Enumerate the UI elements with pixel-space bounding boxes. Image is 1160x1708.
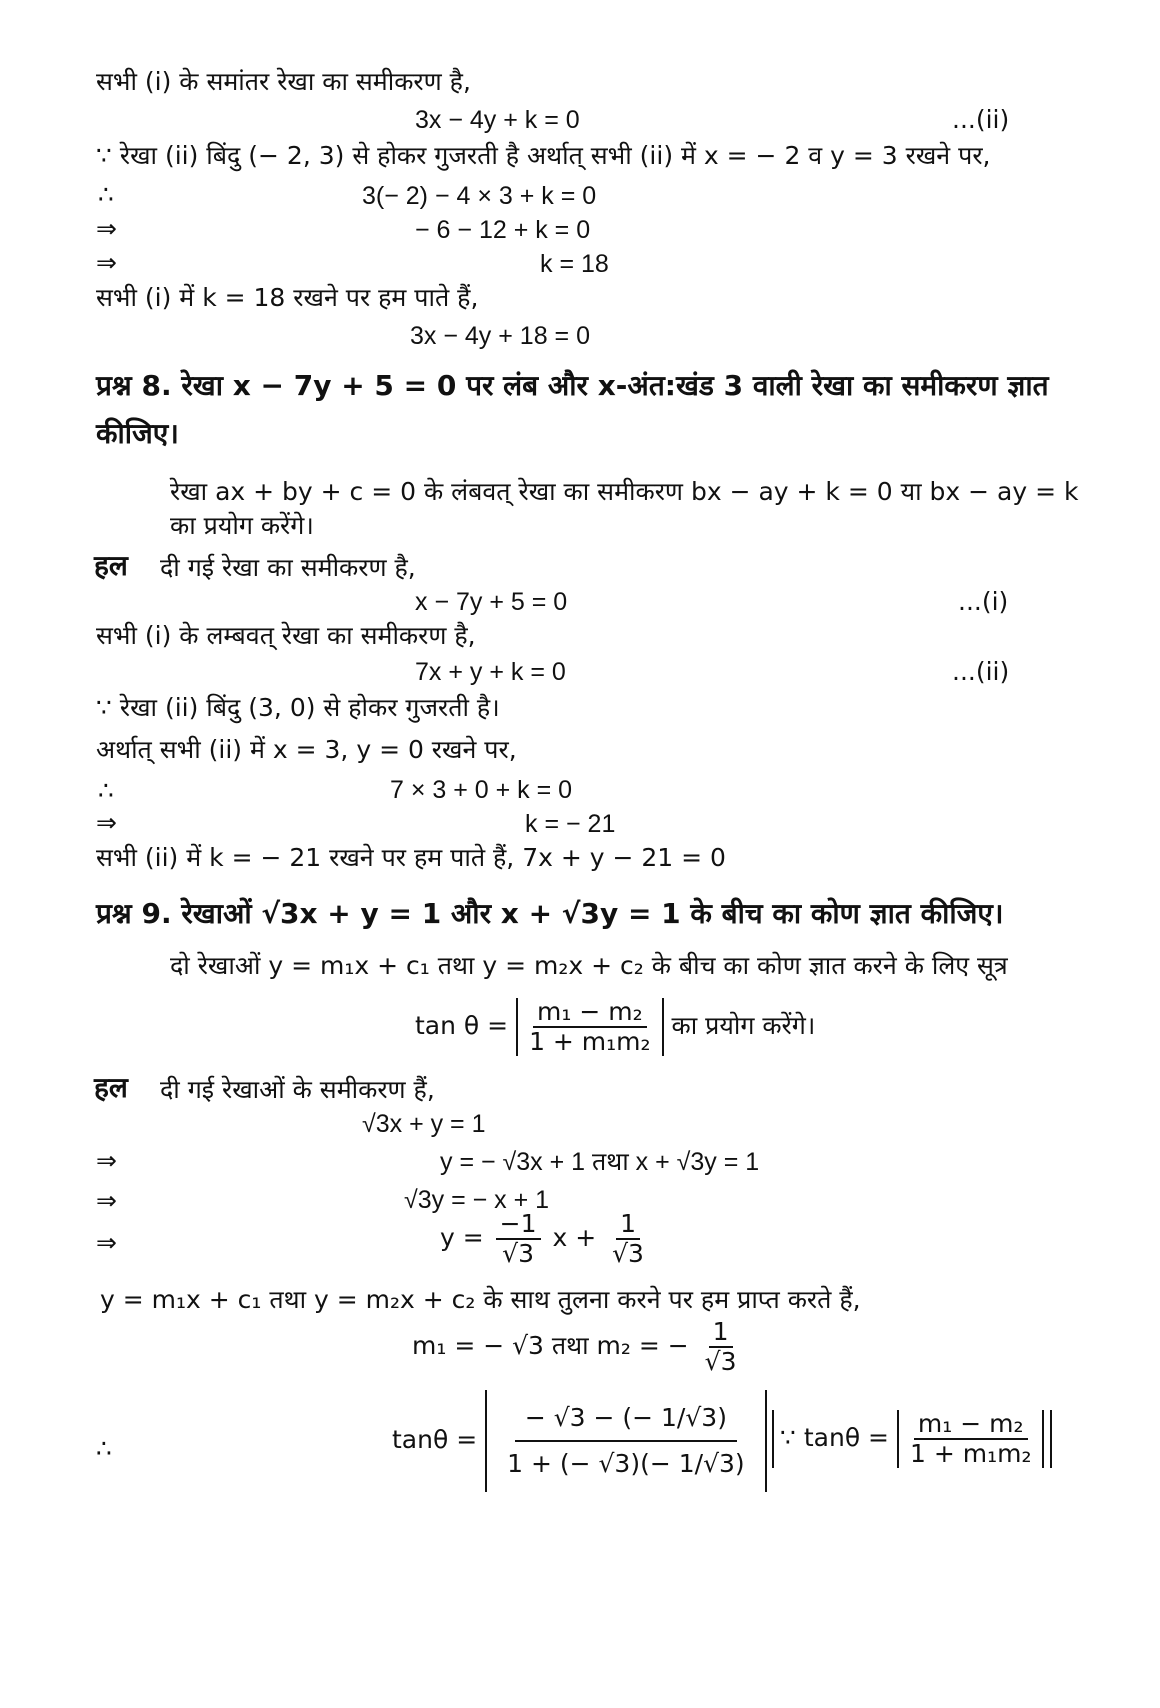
implies-symbol: ⇒: [96, 1146, 117, 1175]
eq-part: m₁ = − √3 तथा m₂ = −: [412, 1331, 689, 1360]
question-8-heading: प्रश्न 8. रेखा x − 7y + 5 = 0 पर लंब और x-अंत:खंड 3 वाली रेखा का समीकरण ज्ञात: [96, 369, 1049, 402]
hint-line: रेखा ax + by + c = 0 के लंबवत् रेखा का समीकरण bx − ay + k = 0 या bx − ay = k: [170, 477, 1079, 506]
numerator: 1: [616, 1210, 640, 1240]
numerator: m₁ − m₂: [533, 998, 647, 1028]
formula-note: का प्रयोग करेंगे।: [671, 1011, 816, 1040]
equation: k = − 21: [525, 810, 616, 838]
text-line: ∵ रेखा (ii) बिंदु (3, 0) से होकर गुजरती है।: [96, 693, 500, 722]
formula-label: ∵ tanθ =: [780, 1423, 890, 1452]
therefore-symbol: ∴: [98, 180, 114, 209]
hint-line: दो रेखाओं y = m₁x + c₁ तथा y = m₂x + c₂ के बीच का कोण ज्ञात करने के लिए सूत्र: [170, 951, 1008, 980]
text-line: y = m₁x + c₁ तथा y = m₂x + c₂ के साथ तुलना करने पर हम प्राप्त करते हैं,: [100, 1285, 861, 1314]
formula-label: tanθ =: [392, 1425, 478, 1454]
equation: 7x + y + k = 0: [415, 658, 566, 686]
text-line: दी गई रेखा का समीकरण है,: [160, 553, 416, 582]
equation: k = 18: [540, 250, 609, 278]
numerator: −1: [496, 1210, 541, 1240]
numerator: m₁ − m₂: [914, 1410, 1028, 1440]
denominator: 1 + m₁m₂: [909, 1439, 1032, 1468]
text-line: सभी (ii) में k = − 21 रखने पर हम पाते हैं, 7x + y − 21 = 0: [96, 843, 726, 872]
implies-symbol: ⇒: [96, 214, 117, 243]
text-line: दी गई रेखाओं के समीकरण हैं,: [160, 1075, 435, 1104]
equation: √3y = − x + 1: [404, 1186, 550, 1214]
implies-symbol: ⇒: [96, 1228, 117, 1257]
numerator: 1: [709, 1318, 733, 1348]
slopes: [412, 1318, 745, 1376]
equation: 3(− 2) − 4 × 3 + k = 0: [362, 182, 597, 210]
text-line: सभी (i) के समांतर रेखा का समीकरण है,: [96, 67, 471, 96]
equation: 7 × 3 + 0 + k = 0: [390, 776, 573, 804]
text-line: ∵ रेखा (ii) बिंदु (− 2, 3) से होकर गुजरती है अर्थात् सभी (ii) में x = − 2 व y = 3 रखने पर,: [96, 141, 991, 170]
therefore-symbol: ∴: [98, 776, 114, 805]
implies-symbol: ⇒: [96, 248, 117, 277]
denominator: √3: [612, 1239, 644, 1268]
text-line: अर्थात् सभी (ii) में x = 3, y = 0 रखने पर,: [96, 735, 517, 764]
absolute-value: [516, 998, 664, 1056]
solution-label: हल: [94, 1071, 128, 1104]
equation: x − 7y + 5 = 0: [415, 588, 568, 616]
question-9-heading: प्रश्न 9. रेखाओं √3x + y = 1 और x + √3y = 1 के बीच का कोण ज्ञात कीजिए।: [96, 897, 1004, 930]
equation: 3x − 4y + 18 = 0: [410, 322, 590, 350]
side-note-bracket: [772, 1410, 1052, 1468]
denominator: √3: [502, 1239, 534, 1268]
tan-computation: [392, 1390, 767, 1492]
implies-symbol: ⇒: [96, 1186, 117, 1215]
equation-tag: ...(ii): [952, 105, 1010, 134]
equation: − 6 − 12 + k = 0: [415, 216, 591, 244]
denominator: 1 + m₁m₂: [529, 1027, 651, 1056]
fraction: [608, 1210, 648, 1268]
denominator: √3: [704, 1347, 737, 1376]
question-8-heading-cont: कीजिए।: [96, 417, 179, 450]
text-line: सभी (i) के लम्बवत् रेखा का समीकरण है,: [96, 621, 476, 650]
denominator: 1 + (− √3)(− 1/√3): [507, 1449, 745, 1478]
equation: y = − √3x + 1 तथा x + √3y = 1: [440, 1148, 760, 1176]
formula-tan: [415, 998, 815, 1056]
solution-label: हल: [94, 549, 128, 582]
therefore-symbol: ∴: [96, 1434, 112, 1463]
fraction: [906, 1410, 1036, 1468]
absolute-value: [485, 1390, 767, 1492]
numerator: − √3 − (− 1/√3): [515, 1396, 737, 1442]
eq-part: x +: [552, 1223, 597, 1252]
hint-line: का प्रयोग करेंगे।: [170, 511, 314, 540]
fraction: [497, 1396, 755, 1486]
equation-tag: ...(ii): [952, 657, 1010, 686]
equation: 3x − 4y + k = 0: [415, 106, 580, 134]
implies-symbol: ⇒: [96, 808, 117, 837]
absolute-value: [897, 1410, 1045, 1468]
formula-label: tan θ =: [415, 1011, 509, 1040]
fraction: [701, 1318, 741, 1376]
fraction: [525, 998, 655, 1056]
equation-fraction: [440, 1210, 652, 1268]
fraction: [496, 1210, 541, 1268]
eq-part: y =: [440, 1223, 484, 1252]
equation-tag: ...(i): [958, 587, 1009, 616]
equation: √3x + y = 1: [362, 1110, 486, 1138]
text-line: सभी (i) में k = 18 रखने पर हम पाते हैं,: [96, 283, 479, 312]
